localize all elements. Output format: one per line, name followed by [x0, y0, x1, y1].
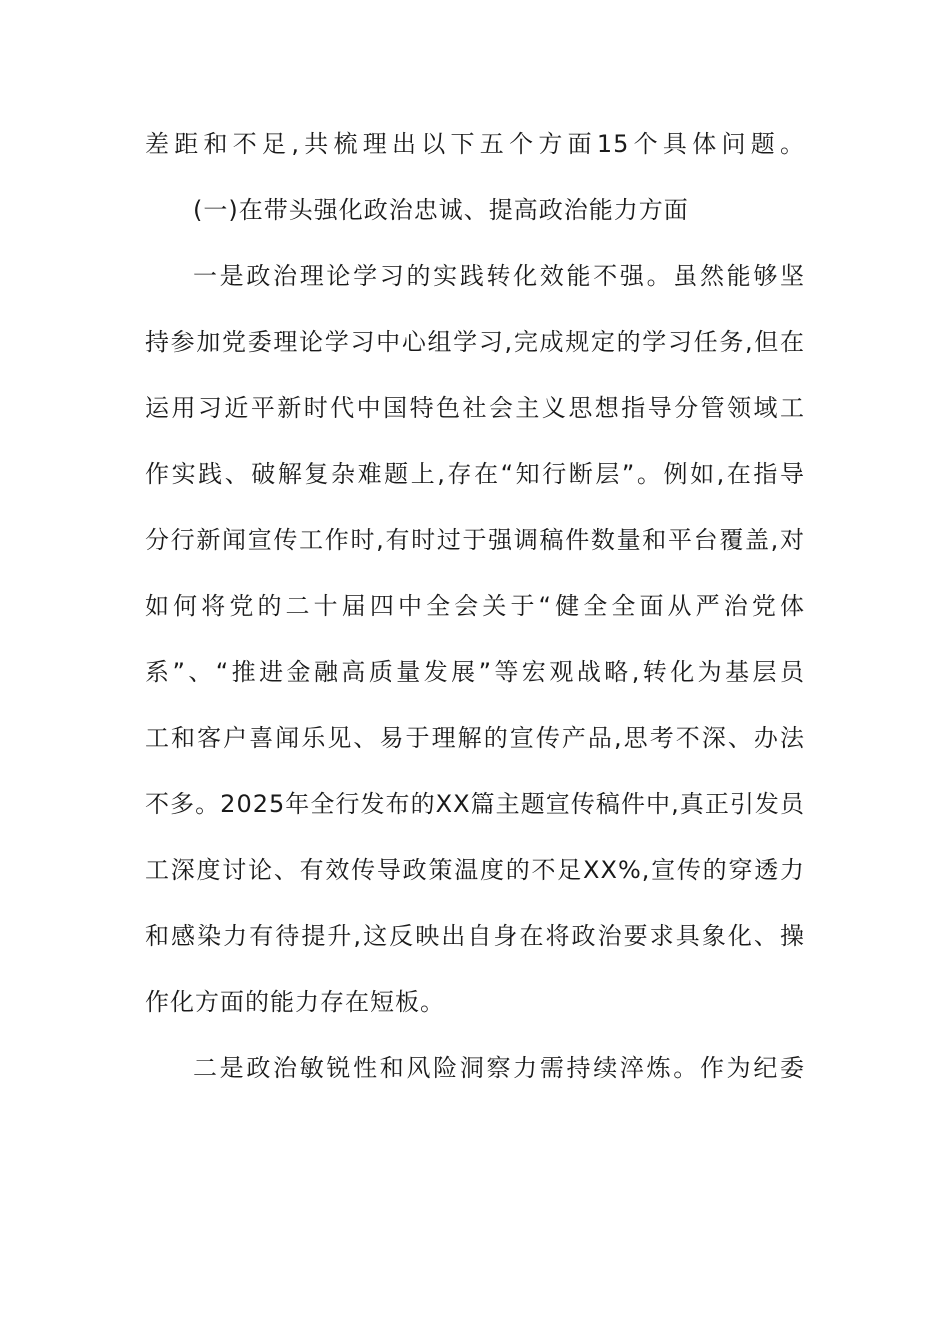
section-heading: (一)在带头强化政治忠诚、提高政治能力方面 — [193, 196, 689, 224]
paragraph-line: 作化方面的能力存在短板。 — [145, 988, 445, 1016]
paragraph-line: 二是政治敏锐性和风险洞察力需持续淬炼。作为纪委 — [193, 1054, 805, 1082]
paragraph-line: 不多。2025年全行发布的XX篇主题宣传稿件中,真正引发员 — [145, 790, 805, 818]
paragraph-line: 作实践、破解复杂难题上,存在“知行断层”。例如,在指导 — [145, 460, 805, 488]
paragraph-line: 差距和不足,共梳理出以下五个方面15个具体问题。 — [145, 130, 805, 158]
paragraph-line: 持参加党委理论学习中心组学习,完成规定的学习任务,但在 — [145, 328, 805, 356]
paragraph-line: 工和客户喜闻乐见、易于理解的宣传产品,思考不深、办法 — [145, 724, 805, 752]
paragraph-line: 一是政治理论学习的实践转化效能不强。虽然能够坚 — [193, 262, 805, 290]
paragraph-line: 运用习近平新时代中国特色社会主义思想指导分管领域工 — [145, 394, 805, 422]
paragraph-line: 分行新闻宣传工作时,有时过于强调稿件数量和平台覆盖,对 — [145, 526, 805, 554]
paragraph-line: 系”、“推进金融高质量发展”等宏观战略,转化为基层员 — [145, 658, 805, 686]
paragraph-line: 和感染力有待提升,这反映出自身在将政治要求具象化、操 — [145, 922, 805, 950]
paragraph-line: 如何将党的二十届四中全会关于“健全全面从严治党体 — [145, 592, 805, 620]
paragraph-line: 工深度讨论、有效传导政策温度的不足XX%,宣传的穿透力 — [145, 856, 805, 884]
